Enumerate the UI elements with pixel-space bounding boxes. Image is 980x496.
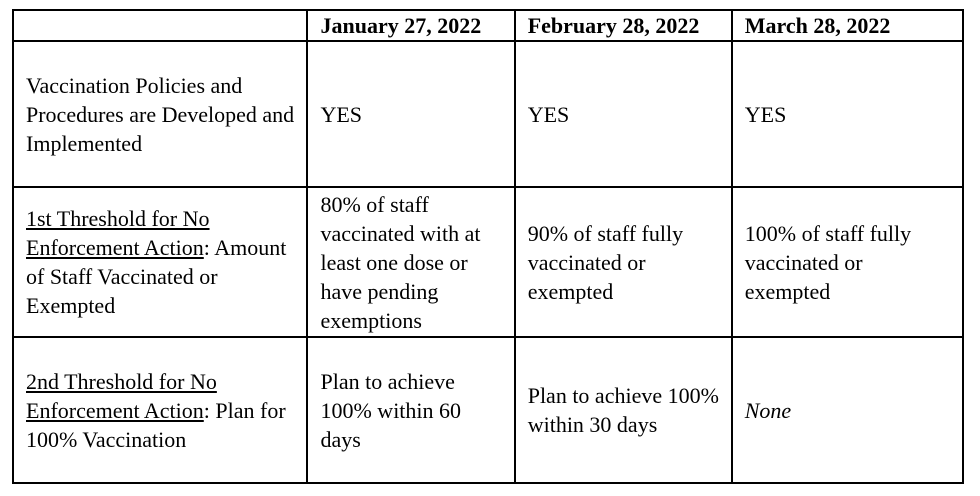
cell-january-first-threshold: 80% of staff vaccinated with at least one dose or have pending exemptions [307,187,514,337]
header-blank-cell [13,10,307,41]
second-threshold-description: Plan for 100% Vaccination [26,397,286,452]
row-label-second-threshold [13,337,307,483]
cell-february-first-threshold: 90% of staff fully vaccinated or exempted [515,187,732,337]
cell-february-second-threshold: Plan to achieve 100% within 30 days [515,337,732,483]
table-row-first-threshold [13,187,963,337]
first-threshold-description: Amount of Staff Vaccinated or Exempted [26,235,287,318]
cell-march-first-threshold: 100% of staff fully vaccinated or exempted [732,187,963,337]
table-row-vaccination-policies [13,41,963,187]
header-date-march: March 28, 2022 [732,10,963,41]
cell-march-second-threshold: None [732,337,963,483]
second-threshold-link[interactable]: 2nd Threshold for No Enforcement Action [26,368,217,423]
header-row [13,10,963,41]
vaccination-threshold-table [12,9,964,484]
table-row-second-threshold [13,337,963,483]
second-threshold-colon: : [203,397,210,423]
row-label-vaccination-policies: Vaccination Policies and Procedures are Developed and Implemented [13,41,307,187]
cell-january-policies: YES [307,41,514,187]
vaccination-threshold-table-wrapper [12,9,964,484]
cell-february-policies: YES [515,41,732,187]
header-date-january: January 27, 2022 [307,10,514,41]
first-threshold-colon: : [203,235,210,260]
row-label-first-threshold [13,187,307,337]
cell-march-policies: YES [732,41,963,187]
first-threshold-link[interactable]: 1st Threshold for No Enforcement Action [26,206,210,260]
header-date-february: February 28, 2022 [515,10,732,41]
cell-january-second-threshold: Plan to achieve 100% within 60 days [307,337,514,483]
